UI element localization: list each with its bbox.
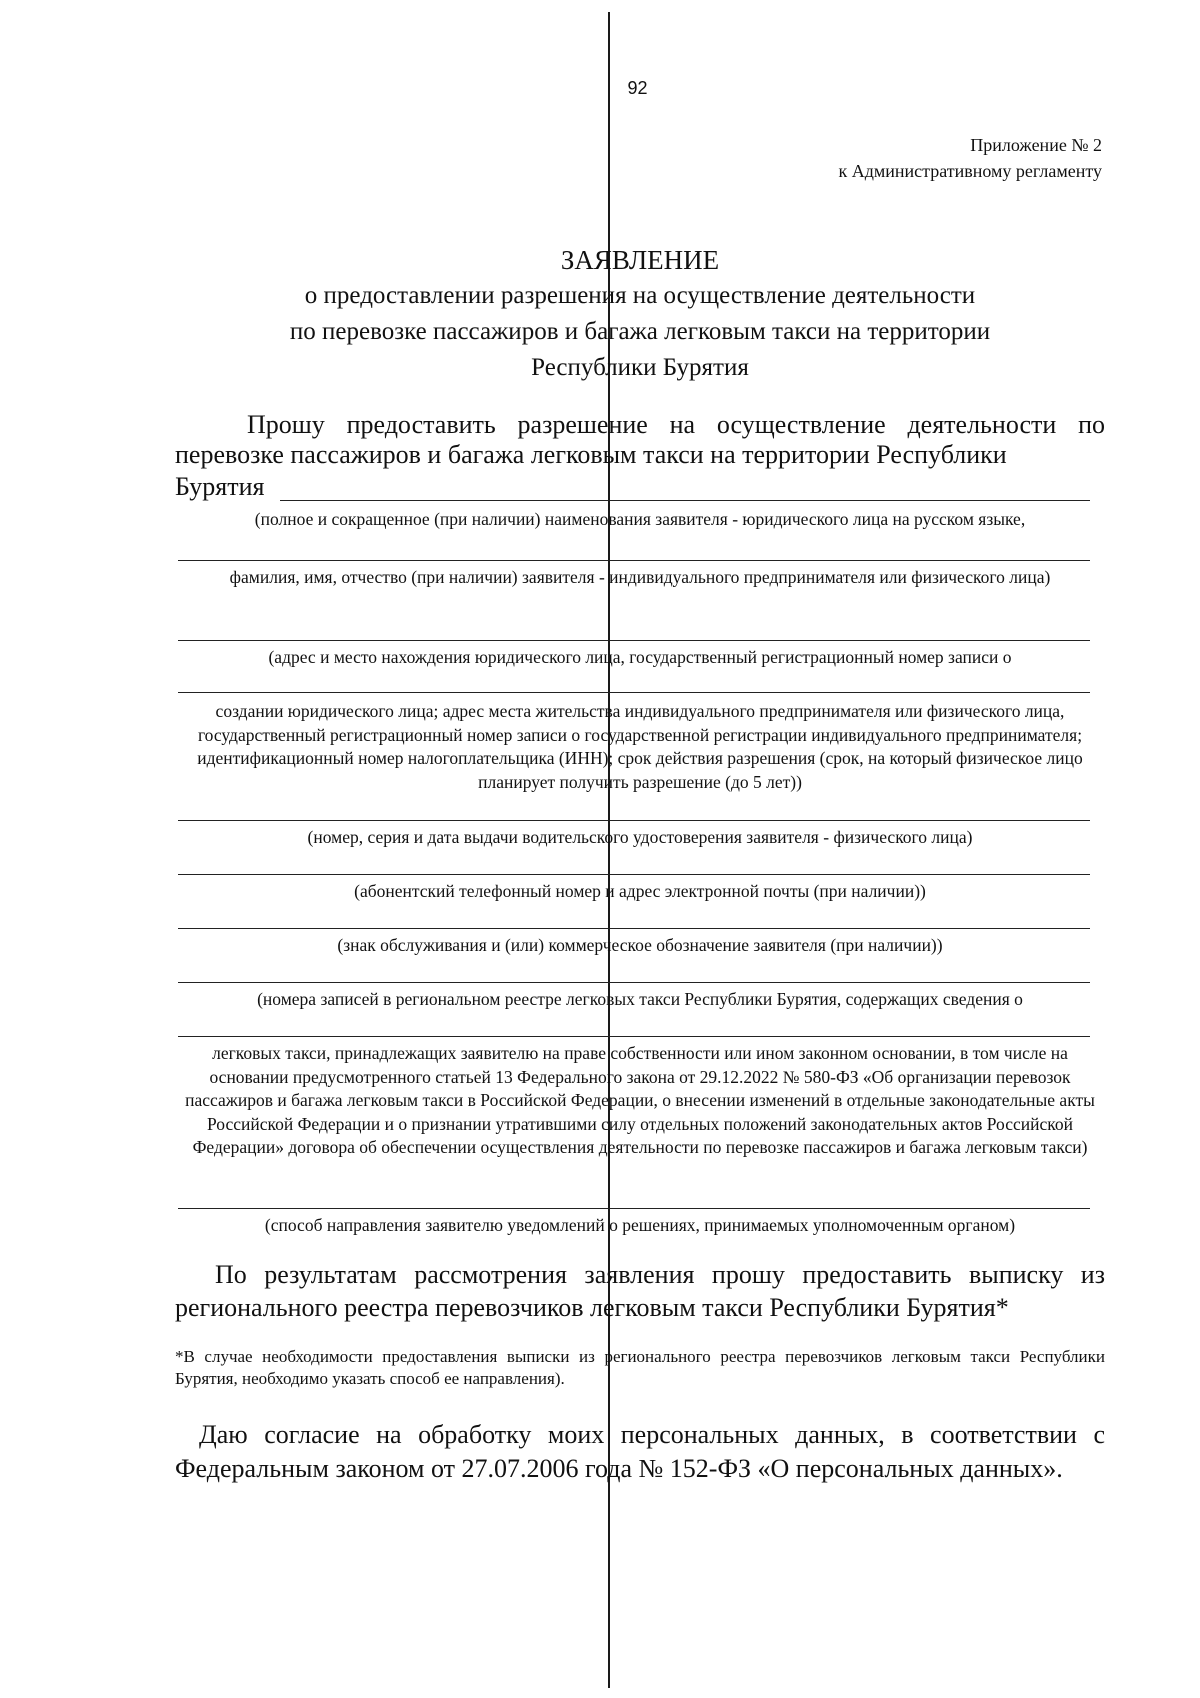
- consent-paragraph: Даю согласие на обработку моих персональных данных, в соответствии с Федеральным законом от 27.07.2006 года № 152-ФЗ «О персональных данных».: [175, 1420, 1105, 1483]
- title-line-1: о предоставлении разрешения на осуществление деятельности: [304, 282, 976, 309]
- caption-address: (адрес и место нахождения юридического лица, государственный регистрационный номер записи о: [268, 647, 1012, 667]
- caption-vehicles-details: легковых такси, принадлежащих заявителю на праве собственности или ином законном основании, в том числе на основании предусмотренного статьей 13 Федерального закона от 29.12.2022 № 580-ФЗ «Об организации перевозок пассажиров и багажа легковым такси в Российской Федерации, о внесении изменений в отдельные законодательные акты Российской Федерации и о признании утратившими силу отдельных положений законодательных актов Российской Федерации» договора об обеспечении осуществления деятельности по перевозке пассажиров и багажа легковым такси): [185, 1043, 1095, 1157]
- fill-line-2[interactable]: [178, 560, 1090, 561]
- extract-request-paragraph: По результатам рассмотрения заявления прошу предоставить выписку из регионального реестра перевозчиков легковым такси Республики Бурятия*: [175, 1260, 1105, 1322]
- title-line-2: по перевозке пассажиров и багажа легковым такси на территории: [289, 318, 991, 345]
- annex-reference: [838, 132, 1102, 184]
- caption-applicant-fullname: фамилия, имя, отчество (при наличии) заявителя - индивидуального предпринимателя или физического лица): [229, 567, 1051, 587]
- fill-line-4[interactable]: [178, 692, 1090, 693]
- request-paragraph: [175, 410, 1105, 470]
- title-heading: ЗАЯВЛЕНИЕ: [560, 245, 720, 275]
- caption-notification-method: (способ направления заявителю уведомлений о решениях, принимаемых уполномоченным органом): [264, 1215, 1016, 1235]
- fill-line-6[interactable]: [178, 874, 1090, 875]
- annex-line-1: Приложение № 2: [970, 135, 1102, 155]
- footnote: *В случае необходимости предоставления выписки из регионального реестра перевозчиков легковым такси Республики Бурятия, необходимо указать способ ее направления).: [175, 1347, 1105, 1388]
- request-last-word: Бурятия: [175, 472, 265, 501]
- fill-line-3[interactable]: [178, 640, 1090, 641]
- caption-driver-license: (номер, серия и дата выдачи водительского удостоверения заявителя - физического лица): [307, 827, 973, 847]
- fill-line-10[interactable]: [178, 1208, 1090, 1209]
- fill-line-5[interactable]: [178, 820, 1090, 821]
- caption-trademark: (знак обслуживания и (или) коммерческое обозначение заявителя (при наличии)): [337, 935, 943, 955]
- fill-line-7[interactable]: [178, 928, 1090, 929]
- page-number: 92: [627, 78, 648, 98]
- caption-registration-details: создании юридического лица; адрес места жительства индивидуального предпринимателя или физического лица, государственный регистрационный номер записи о государственной регистрации индивидуального предпринимателя; идентификационный номер налогоплательщика (ИНН); срок действия разрешения (срок, на который физическое лицо планирует получить разрешение (до 5 лет)): [197, 701, 1083, 792]
- fill-line-1[interactable]: [280, 500, 1090, 501]
- annex-line-2: к Административному регламенту: [838, 161, 1102, 181]
- fill-line-8[interactable]: [178, 982, 1090, 983]
- caption-applicant-name: (полное и сокращенное (при наличии) наименования заявителя - юридического лица на русском языке,: [254, 509, 1026, 529]
- title-line-3: Республики Бурятия: [531, 354, 749, 381]
- fill-line-9[interactable]: [178, 1036, 1090, 1037]
- document-title: [170, 242, 1110, 386]
- caption-contacts: (абонентский телефонный номер и адрес электронной почты (при наличии)): [354, 881, 926, 901]
- caption-registry-records: (номера записей в региональном реестре легковых такси Республики Бурятия, содержащих сведения о: [257, 989, 1023, 1009]
- request-text: Прошу предоставить разрешение на осуществление деятельности по перевозке пассажиров и багажа легковым такси на территории Республики: [175, 410, 1105, 469]
